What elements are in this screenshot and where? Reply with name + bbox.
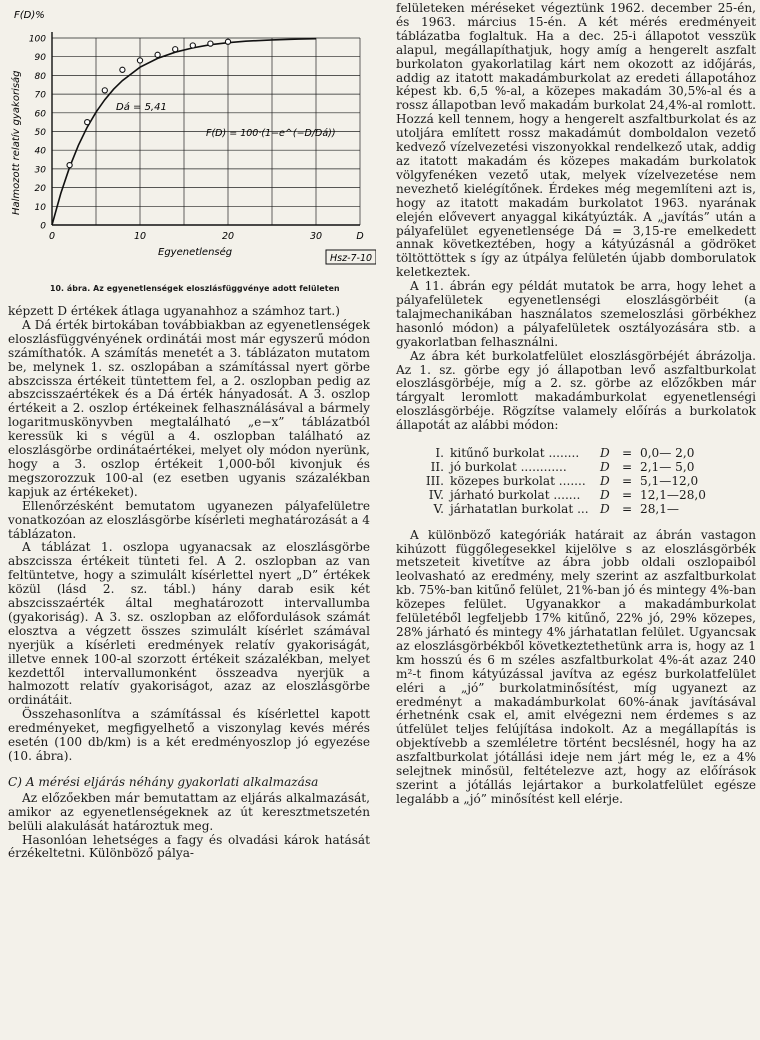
y-axis-label: Halmozott relatív gyakoriság <box>11 70 22 215</box>
data-point <box>155 52 160 57</box>
category-symbol: D <box>600 501 610 516</box>
category-range: 5,1—12,0 <box>640 473 699 488</box>
paragraph: Az ábra két burkolatfelület eloszlásgörbéjét ábrázolja. Az 1. sz. görbe egy jó állapotban levő aszfaltburkolat eloszlásgörbéje, míg a 2. sz. görbe az előzőkben már tárgyalt leromlott makadámburkolat egyenetlenségi eloszlásgörbéje. Rögzítse valamely előírás a burkolatok állapotát az alábbi módon: <box>396 348 756 433</box>
paragraph: A különböző kategóriák határait az ábrán vastagon kihúzott függőlegesekkel kijelölve s az eloszlásgörbék metszeteit kivetítve az ábra jobb oldali oszlopaiból leolvasható az eredmény, mely szerint az aszfaltburkolat kb. 75%-ban kitűnő felület, 21%-ban jó és mintegy 4%-ban közepes felület. Ugyanakkor a makadámburkolat felületéből legfeljebb 17% kitűnő, 22% jó, 29% közepes, 28% járható és mintegy 4% járhatatlan felület. Ugyancsak az eloszlásgörbékből következtethetünk arra is, hogy az 1 km hosszú és 6 m széles aszfaltburkolat 4%-át azaz 240 m²-t finom kátyúzással javítva az egész burkolatfelület eléri a „jó” burkolatminősítést, míg ugyanezt az eredményt a makadámburkolat 60%-ának javításával érhetnénk csak el, amit elvégezni nem érdemes s az útfelület teljes felújítása indokolt. Az a megállapítás is objektívebb a szemléletre történt becslésnél, hogy ha az aszfaltburkolat jótállási ideje nem járt még le, ez a 4% selejtnek minősül, feltételezve azt, hogy az előírások szerint a jótállás lejártakor a burkolatfelület egésze legalább a „jó” minősítést kell elérje. <box>396 527 756 806</box>
category-symbol: D <box>600 487 610 502</box>
paragraph: Összehasonlítva a számítással és kísérlettel kapott eredményeket, megfigyelhető a viszonylag kevés mérés esetén (100 db/km) is a két eredményoszlop jó egyezése (10. ábra). <box>8 707 370 763</box>
x-tick-label: 20 <box>221 231 235 242</box>
left-column <box>8 0 376 300</box>
category-number: IV. <box>428 487 444 502</box>
y-tick-label: 70 <box>34 90 46 101</box>
category-number: V. <box>433 501 444 516</box>
y-tick-label: 60 <box>34 109 46 120</box>
data-point <box>85 120 90 125</box>
right-text-block <box>396 2 756 807</box>
x-tick-label: 30 <box>309 231 323 242</box>
category-equals: = <box>622 473 633 488</box>
data-point <box>137 58 142 63</box>
paragraph: Hasonlóan lehetséges a fagy és olvadási károk hatását érzékeltetni. Különböző pálya- <box>8 832 370 861</box>
y-tick-label: 10 <box>34 202 46 213</box>
y-tick-label: 30 <box>34 165 46 176</box>
category-symbol: D <box>600 460 610 474</box>
category-row <box>422 447 756 461</box>
figure-10 <box>8 0 376 300</box>
data-point <box>67 163 72 168</box>
x-tick-label: 10 <box>133 231 147 242</box>
paragraph: Ellenőrzésként bemutatom ugyanezen pályafelületre vonatkozóan az eloszlásgörbe kísérleti meghatározását a 4 táblázaton. <box>8 498 370 541</box>
left-text-block <box>8 305 370 861</box>
paragraph: képzett D értékek átlaga ugyanahhoz a számhoz tart.) <box>8 304 340 318</box>
data-point <box>173 47 178 52</box>
paragraph: felületeken méréseket végeztünk 1962. december 25-én, és 1963. március 15-én. A két mérés eredményeit táblázatba foglaltuk. Ha a dec. 25-i állapotot vesszük alapul, megállapíthatjuk, hogy amíg a hengerelt aszfalt burkolaton gyakorlatilag kárt nem okozott az időjárás, addig az itatott makadámburkolat az eredeti állapotához képest kb. 6,5 %-al, a közepes makadám 30,5%-al és a rossz állapotban levő makadám burkolat 24,4%-al romlott. Hozzá kell tennem, hogy a hengerelt aszfaltburkolat és az utoljára említett rossz makadámút domboldalon vezető kedvező vízelvezetési viszonyokkal rendelkező utak, addig az itatott makadám és közepes makadám burkolatok völgyfenéken vezető utak, melyek vízelvezetése nem nevezhető kielégítőnek. Érdekes még megemlíteni azt is, hogy az itatott makadám burkolatot 1963. nyarának elején elővevert anyaggal kikátyúzták. A „javítás” után a pályafelület egyenetlensége Dá = 3,15-re emelkedett annak következtében, hogy a kátyúzásnál a gödröket töltöttöttek s így az útpálya felületén újabb domborulatok keletkeztek. <box>396 1 756 280</box>
x-axis-label: Egyenetlenség <box>158 247 233 258</box>
category-symbol: D <box>600 473 610 488</box>
figure-caption: 10. ábra. Az egyenetlenségek eloszlásfüggvénye adott felületen <box>50 284 340 293</box>
y-tick-label: 40 <box>34 146 46 157</box>
category-equals: = <box>622 487 633 502</box>
data-point <box>190 43 195 48</box>
y-axis-unit-label: F(D)% <box>14 10 45 21</box>
y-tick-label: 50 <box>34 128 46 138</box>
paragraph: A táblázat 1. oszlopa ugyanacsak az eloszlásgörbe abszcissza értékeit tünteti fel. A 2. oszlopban az van feltüntetve, hogy a szimulált kísérlettel nyert „D” értékek közül (lásd 2. sz. tábl.) hány darab esik két abszcisszaérték által meghatározott intervallumba (gyakoriság). A 3. sz. oszlopban az előfordulások számát elosztva a végzett összes szimulált kísérlet számával nyerjük a kísérleti eredmények relatív gyakoriságát, illetve ennek 100-al szorzott értékeit százalékban, melyet kezdettől intervallumonként összeadva nyerjük a halmozott relatív gyakoriságot, azaz az eloszlásgörbe ordinátáit. <box>8 540 370 708</box>
category-row <box>422 475 756 489</box>
chart-annotation-da: Dá = 5,41 <box>116 102 167 113</box>
data-point <box>208 41 213 46</box>
y-tick-label: 0 <box>40 221 46 232</box>
distribution-chart <box>8 0 376 284</box>
category-number: II. <box>430 460 444 474</box>
y-tick-label: 20 <box>34 184 46 195</box>
paragraph: Az előzőekben már bemutattam az eljárás alkalmazását, amikor az egyenetlenségeknek az út keresztmetszetén belüli alakulását határoztuk meg. <box>8 790 370 833</box>
y-tick-label: 100 <box>28 34 46 45</box>
category-symbol: D <box>600 446 610 461</box>
y-tick-label: 90 <box>34 53 46 64</box>
category-equals: = <box>622 460 633 474</box>
category-table <box>422 447 756 517</box>
category-equals: = <box>622 446 633 461</box>
category-number: III. <box>425 473 444 488</box>
category-range: 2,1— 5,0 <box>640 460 695 474</box>
category-row <box>422 489 756 503</box>
category-row <box>422 461 756 475</box>
paragraph: A 11. ábrán egy példát mutatok be arra, hogy lehet a pályafelületek egyenetlenségi eloszlásgörbéit (a talajmechanikában használatos szemeloszlási görbékhez hasonló módon) a pályafelületek osztályozására stb. a gyakorlatban felhasználni. <box>396 279 756 349</box>
x-tick-label: 0 <box>48 231 56 242</box>
data-point <box>120 67 125 72</box>
figure-stamp: Hsz-7-10 <box>330 253 373 264</box>
x-tick-label: D <box>356 231 364 242</box>
category-range: 0,0— 2,0 <box>640 446 695 461</box>
category-range: 12,1—28,0 <box>640 487 706 502</box>
chart-annotation-formula: F(D) = 100·(1−e^(−D/Dá)) <box>206 128 336 139</box>
y-tick-label: 80 <box>34 71 46 82</box>
category-name: kitűnő burkolat ........ <box>450 446 580 461</box>
category-range: 28,1— <box>640 501 680 516</box>
section-heading: C) A mérési eljárás néhány gyakorlati alkalmazása <box>8 774 319 789</box>
category-row <box>422 503 756 517</box>
category-name: járhatatlan burkolat ... <box>450 501 589 516</box>
paragraph: A Dá érték birtokában továbbiakban az egyenetlenségek eloszlásfüggvényének ordinátái most már egyszerű módon számíthatók. A számítás menetét a 3. táblázaton mutatom be, melynek 1. sz. oszlopában a számítással nyert görbe abszcissza értékeit tüntettem fel, a 2. oszlopban pedig az abszcisszaértékek és a Dá érték hányadosát. A 3. oszlop értékeit a 2. oszlop értékeinek felhasználásával a bármely logaritmuskönyvben megtalálható „e−x” táblázatból keressük ki s végül a 4. oszlopban található az eloszlásgörbe ordinátaértékei, melyet oly módon nyerünk, hogy a 3. oszlop értékeit 1,000-ből kivonjuk és megszorozzuk 100-al (ez esetben ugyanis százalékban kapjuk az értékeket). <box>8 317 370 499</box>
category-number: I. <box>435 446 444 461</box>
category-equals: = <box>622 501 633 516</box>
data-point <box>225 39 230 44</box>
data-point <box>102 88 107 93</box>
category-name: járható burkolat ....... <box>450 487 581 502</box>
category-name: jó burkolat ............ <box>450 460 567 474</box>
category-name: közepes burkolat ....... <box>450 473 586 488</box>
